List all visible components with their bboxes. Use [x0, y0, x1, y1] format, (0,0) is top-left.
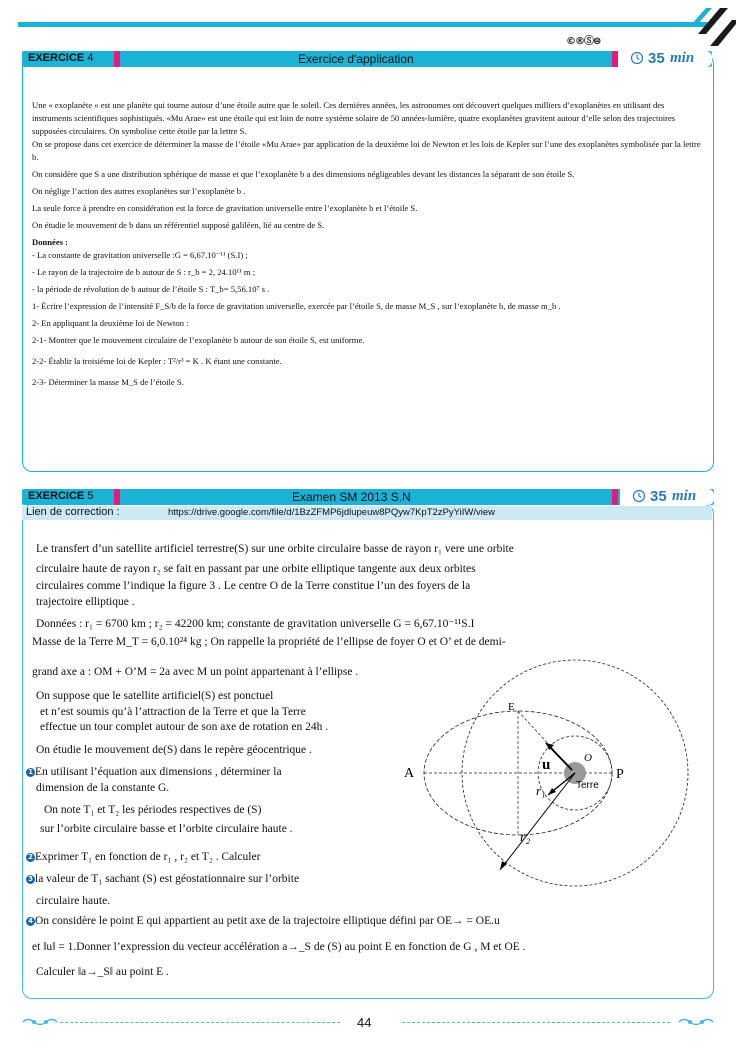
paragraph: La seule force à prendre en considération est la force de gravitation universelle entre l’exoplanète b et l’étoile S. — [32, 203, 418, 213]
text-line: On note T₁ et T₂ les périodes respectives de (S) — [44, 804, 262, 816]
correction-link-label: Lien de correction : — [26, 506, 120, 518]
exercise-4-header — [22, 51, 712, 67]
paragraph: On néglige l’action des autres exoplanètes sur l’exoplanète b . — [32, 186, 246, 196]
exercise-5-label: EXERCICE 5 — [28, 490, 94, 502]
question-1: 1 En utilisant l’équation aux dimensions , déterminer la — [26, 766, 282, 778]
question: 2-1- Montrer que le mouvement circulaire de l’exoplanète b autour de son étoile S, est uniforme. — [32, 335, 365, 345]
label-e: E — [508, 701, 515, 713]
page-number: 44 — [357, 1015, 372, 1030]
text-line: et ‖u‖ = 1.Donner l’expression du vecteur accélération a→_S de (S) au point E en fonction de G , M et OE . — [32, 941, 526, 953]
label-p: P — [616, 767, 624, 782]
exercise-5-pink-marker — [114, 489, 120, 505]
text-line: On suppose que le satellite artificiel(S) est ponctuel — [36, 690, 274, 702]
exercise-4-duration: 35 min — [618, 51, 712, 67]
exercise-5-pink-marker-right — [612, 489, 618, 505]
bullet-4-icon: 4 — [26, 917, 35, 926]
paragraph: On étudie le mouvement de b dans un référentiel supposé galiléen, lié au centre de S. — [32, 220, 325, 230]
exercise-4-title: Exercice d'application — [298, 52, 414, 66]
clock-icon — [630, 51, 644, 65]
donnees-title: Données : — [32, 237, 69, 247]
question-4: 4 On considère le point E qui appartient au petit axe de la trajectoire elliptique défini par OE→ = OE.u — [26, 915, 500, 927]
label-u: u — [542, 757, 551, 773]
text-line: circulaire haute de rayon r₂ se fait en passant par une orbite elliptique tangente aux deux orbites — [36, 563, 476, 575]
bullet-1-icon: 1 — [26, 768, 35, 777]
paragraph: On se propose dans cet exercice de déterminer la masse de l’étoile «Mu Arae» par application de la deuxième loi de Newton et les lois de Kepler sur l’une des exoplanètes symbolisée par la lettre b. — [32, 139, 701, 162]
text-line: Masse de la Terre M_T = 6,0.10²⁴ kg ; On rappelle la propriété de l’ellipse de foyer O et O’ et de demi- — [32, 636, 506, 648]
text-line: On étudie le mouvement de(S) dans le repère géocentrique . — [36, 744, 312, 756]
clock-icon — [632, 489, 646, 503]
corner-stripes-decoration — [676, 6, 736, 50]
text-line: sur l’orbite circulaire basse et l’orbite circulaire haute . — [40, 823, 293, 835]
exercise-4-pink-marker — [114, 51, 120, 67]
text-line: grand axe a : OM + O’M = 2a avec M un point appartenant à l’ellipse . — [32, 666, 359, 678]
text-line: Données : r₁ = 6700 km ; r₂ = 42200 km; constante de gravitation universelle G = 6,67.10⁻¹¹S.I — [36, 618, 475, 630]
label-a: A — [404, 766, 415, 781]
exercise-5-header — [22, 489, 714, 505]
exercise-4-body — [32, 99, 704, 389]
donnee-item: - Le rayon de la trajectoire de b autour de S : r_b = 2, 24.10¹¹ m ; — [32, 267, 256, 277]
footer-line-left — [60, 1022, 340, 1023]
footer-ornament-right — [678, 1017, 714, 1027]
exercise-4-label: EXERCICE 4 — [28, 52, 94, 64]
footer-line-right — [402, 1022, 670, 1023]
text-line: effectue un tour complet autour de son axe de rotation en 24h . — [40, 721, 329, 733]
exercise-5-title: Examen SM 2013 S.N — [292, 490, 411, 504]
footer-ornament-left — [22, 1017, 58, 1027]
question-2: 2 Exprimer T₁ en fonction de r₁ , r₂ et T₂ . Calculer — [26, 851, 260, 863]
paragraph: On considère que S a une distribution sphérique de masse et que l’exoplanète b a des dimensions négligeables devant les distances la séparant de son étoile S. — [32, 169, 575, 179]
question-3: 3 la valeur de T₁ sachant (S) est géostationnaire sur l’orbite — [26, 873, 299, 885]
top-decor-band — [18, 22, 708, 27]
text-line: et n’est soumis qu’à l’attraction de la Terre et que la Terre — [40, 706, 306, 718]
paragraph: Une « exoplanète « est une planète qui tourne autour d’une étoile autre que le soleil. Ces dernières années, les astronomes ont découvert quelques milliers d’exoplanètes en utilisant des instruments scientifiques sophistiqués. «Mu Arae» est une étoile qui est loin de notre système solaire de 50 années-lumière, quatre exoplanètes gravitent autour d’elle selon des trajectoires supposées circulaires. On symbolise cette étoile par la lettre S. — [32, 100, 676, 136]
label-r2: r₂ — [520, 830, 531, 845]
question: 2- En appliquant la deuxième loi de Newton : — [32, 318, 189, 328]
exercise-5-duration: 35 min — [620, 489, 714, 505]
bullet-3-icon: 3 — [26, 875, 35, 884]
question: 2-2- Établir la troisième loi de Kepler : T²/r³ = K . K étant une constante. — [32, 356, 282, 366]
donnee-item: - La constante de gravitation universelle :G = 6,67.10⁻¹¹ (S.I) ; — [32, 250, 248, 260]
text-line: Le transfert d’un satellite artificiel terrestre(S) sur une orbite circulaire basse de rayon r₁ vere une orbite — [36, 543, 514, 555]
license-badge: ©®Ⓢ⊜ — [566, 36, 601, 47]
donnee-item: - la période de révolution de b autour de l’étoile S : T_b= 5,56.10⁷ s . — [32, 284, 270, 294]
label-earth: Terre — [576, 780, 599, 791]
correction-link[interactable]: https://drive.google.com/file/d/1BzZFMP6jdlupeuw8PQyw7KpT2zPyYiIW/view — [168, 507, 496, 518]
text-line: Calculer ‖a→_S‖ au point E . — [36, 966, 169, 978]
label-o: O — [584, 752, 592, 764]
question: 2-3- Déterminer la masse M_S de l’étoile S. — [32, 377, 184, 387]
orbit-figure — [400, 657, 720, 892]
question: 1- Écrire l’expression de l’intensité F_S/b de la force de gravitation universelle, exercée par l’étoile S, de masse M_S , sur l’exoplanète b, de masse m_b . — [32, 301, 561, 311]
text-line: circulaire haute. — [36, 895, 111, 907]
text-line: dimension de la constante G. — [36, 782, 170, 794]
text-line: trajectoire elliptique . — [36, 596, 135, 608]
bullet-2-icon: 2 — [26, 853, 35, 862]
correction-link-bar — [22, 506, 712, 520]
label-r1: r₁ — [536, 783, 546, 798]
text-line: circulaires comme l’indique la figure 3 . Le centre O de la Terre constitue l’un des foyers de la — [36, 580, 471, 592]
